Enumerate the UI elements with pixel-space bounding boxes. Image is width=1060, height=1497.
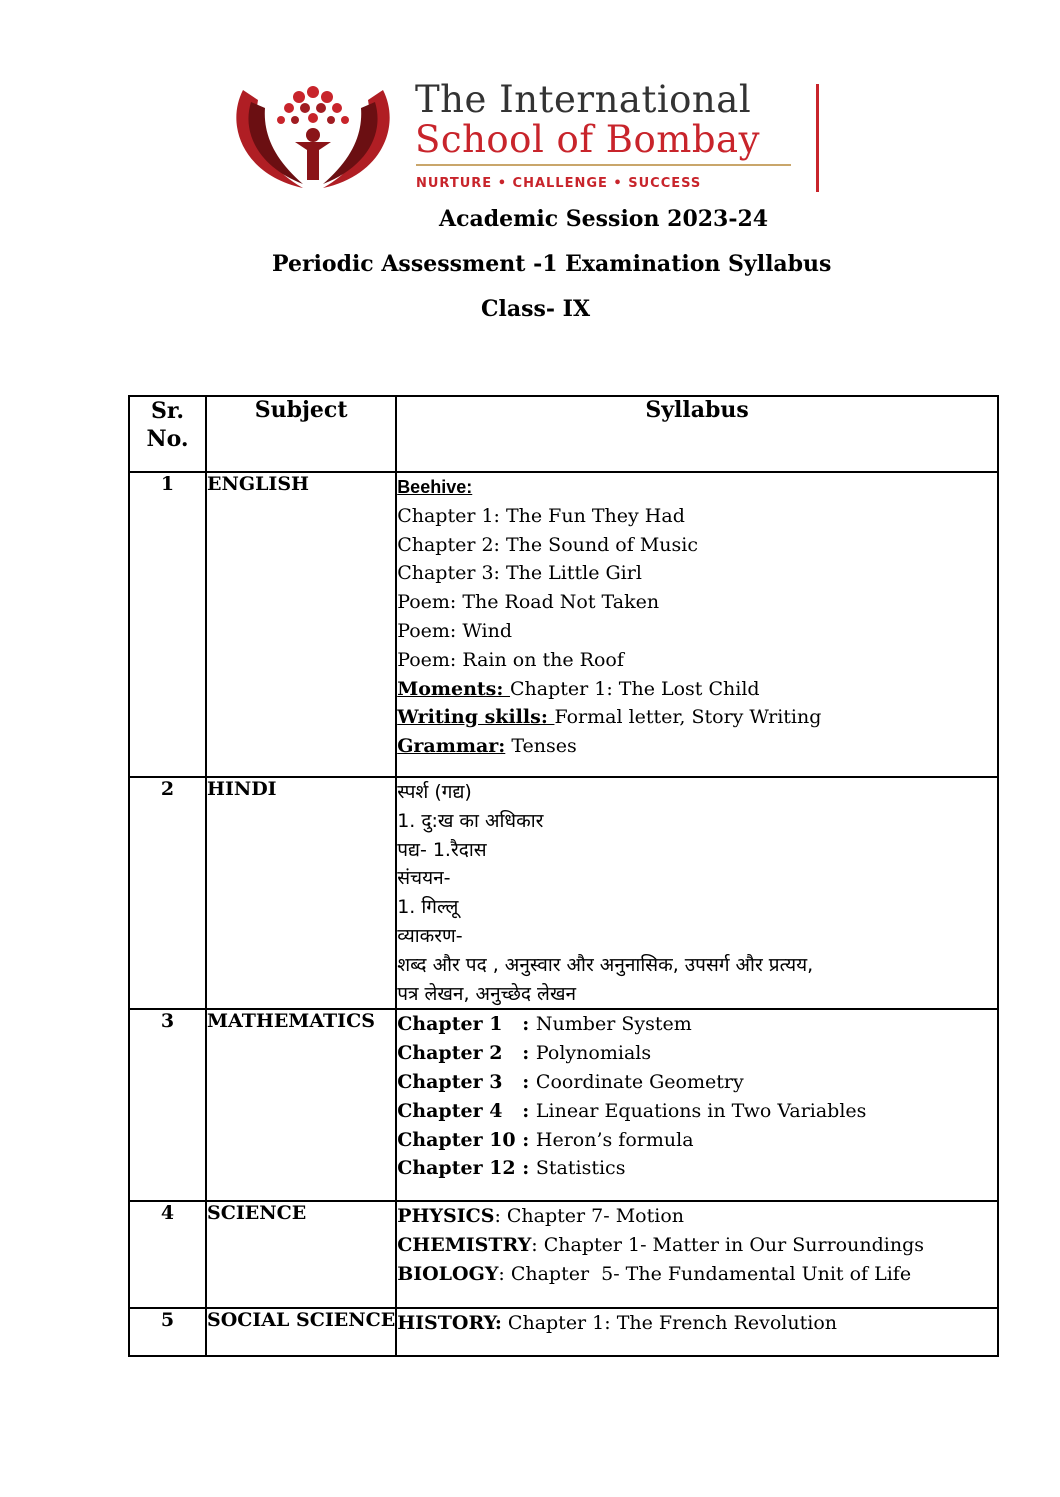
list-item: 1. दु:ख का अधिकार — [397, 809, 544, 832]
list-item: BIOLOGY: Chapter 5- The Fundamental Unit of Life — [397, 1262, 912, 1285]
header-syllabus: Syllabus — [396, 396, 998, 472]
list-item: Poem: The Road Not Taken — [397, 591, 660, 614]
list-item: Chapter 2 : Polynomials — [397, 1042, 652, 1065]
list-item: 1. गिल्लू — [397, 896, 459, 919]
row-syllabus — [396, 472, 998, 777]
row-syllabus — [396, 777, 998, 1009]
list-item: Chapter 3: The Little Girl — [397, 562, 642, 585]
table-row — [129, 1308, 998, 1356]
list-item: Poem: Wind — [397, 619, 513, 642]
list-item: पद्य- 1.रैदास — [397, 838, 487, 861]
school-emblem-icon — [233, 80, 393, 192]
school-logo — [233, 80, 823, 195]
list-item: व्याकरण- — [397, 924, 463, 947]
list-item: Poem: Rain on the Roof — [397, 648, 624, 671]
session-heading: Academic Session 2023-24 — [439, 206, 769, 232]
table-row — [129, 472, 998, 777]
table-row — [129, 1009, 998, 1201]
syllabus-table — [128, 395, 999, 1357]
list-item: Moments: Chapter 1: The Lost Child — [397, 677, 760, 700]
row-subject: SCIENCE — [206, 1201, 396, 1308]
row-syllabus — [396, 1308, 998, 1356]
row-sr-no: 3 — [129, 1009, 206, 1201]
list-item: शब्द और पद , अनुस्वार और अनुनासिक, उपसर्ग और प्रत्यय, — [397, 953, 814, 976]
beehive-label: Beehive: — [397, 477, 473, 497]
row-syllabus — [396, 1201, 998, 1308]
logo-name-line2: School of Bombay — [415, 118, 760, 161]
logo-name-line1: The International — [415, 78, 752, 121]
list-item: Chapter 4 : Linear Equations in Two Variables — [397, 1099, 867, 1122]
logo-divider — [416, 164, 791, 166]
list-item: Chapter 12 : Statistics — [397, 1157, 626, 1180]
table-row — [129, 1201, 998, 1308]
row-subject: ENGLISH — [206, 472, 396, 777]
row-subject: MATHEMATICS — [206, 1009, 396, 1201]
list-item: संचयन- — [397, 867, 451, 890]
row-sr-no: 4 — [129, 1201, 206, 1308]
row-sr-no: 1 — [129, 472, 206, 777]
row-subject: HINDI — [206, 777, 396, 1009]
row-subject: SOCIAL SCIENCE — [206, 1308, 396, 1356]
list-item: Chapter 3 : Coordinate Geometry — [397, 1070, 744, 1093]
table-row — [129, 777, 998, 1009]
row-sr-no: 2 — [129, 777, 206, 1009]
exam-heading: Periodic Assessment -1 Examination Syllabus — [272, 251, 832, 277]
list-item: Chapter 10 : Heron’s formula — [397, 1128, 694, 1151]
logo-tagline: NURTURE • CHALLENGE • SUCCESS — [416, 176, 702, 191]
list-item: PHYSICS: Chapter 7- Motion — [397, 1205, 684, 1228]
class-heading: Class- IX — [481, 296, 591, 322]
logo-vertical-bar — [816, 84, 819, 192]
list-item: Chapter 2: The Sound of Music — [397, 533, 698, 556]
table-header-row — [129, 396, 998, 472]
list-item: Chapter 1: The Fun They Had — [397, 504, 685, 527]
header-sr-no: Sr. No. — [129, 396, 206, 472]
list-item: CHEMISTRY: Chapter 1- Matter in Our Surroundings — [397, 1234, 924, 1257]
list-item: स्पर्श (गद्य) — [397, 781, 472, 803]
list-item: Writing skills: Formal letter, Story Writing — [397, 706, 822, 729]
list-item: Chapter 1 : Number System — [397, 1013, 692, 1036]
list-item: Grammar: Tenses — [397, 735, 577, 758]
header-subject: Subject — [206, 396, 396, 472]
list-item: HISTORY: Chapter 1: The French Revolution — [397, 1312, 837, 1335]
row-syllabus — [396, 1009, 998, 1201]
list-item: पत्र लेखन, अनुच्छेद लेखन — [397, 982, 577, 1005]
row-sr-no: 5 — [129, 1308, 206, 1356]
